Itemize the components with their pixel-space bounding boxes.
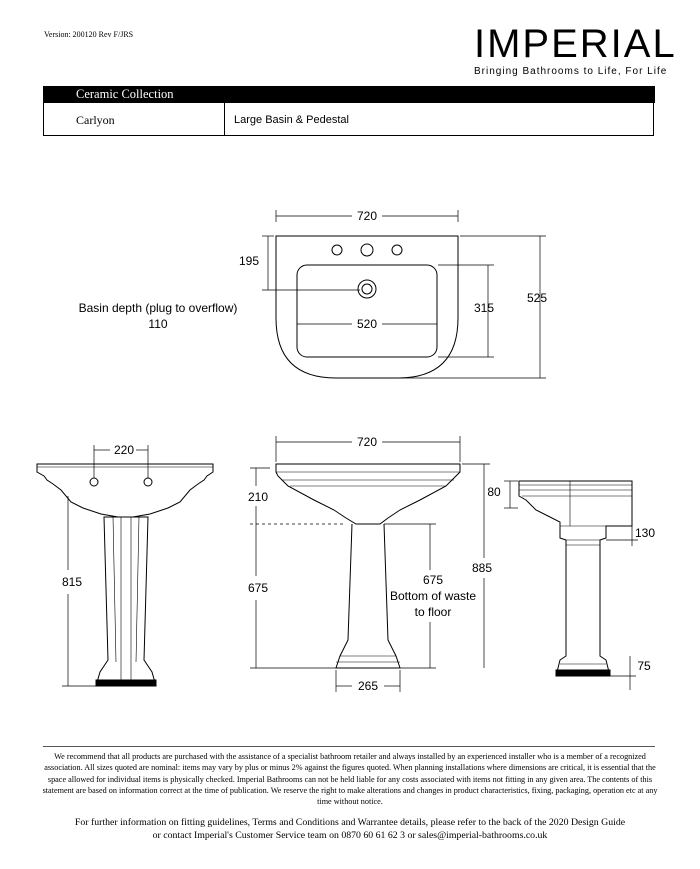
tap-hole-right [392,245,402,255]
basin-depth-label: Basin depth (plug to overflow) [78,301,238,315]
dim-tap-centres: 220 [113,443,135,457]
waste-label-line1: Bottom of waste [389,589,477,603]
left-tap-hole-1 [90,478,98,486]
product-name: Large Basin & Pedestal [234,114,349,126]
plug-outer [358,280,376,298]
dim-width-top: 720 [356,209,378,223]
dim-waste-value: 675 [422,573,444,587]
dim-waste-height: 675 [247,581,269,595]
further-info-line1: For further information on fitting guidelines, Terms and Conditions and Warrantee details, please refer to the back of the 2020 Design Guide [74,817,626,828]
brand-logo: IMPERIAL [474,22,677,66]
waste-label-line2: to floor [414,605,452,619]
dim-bowl-depth: 315 [473,301,495,315]
dim-pedestal-base: 265 [357,679,379,693]
basin-depth-value: 110 [148,317,168,331]
tap-hole-centre [361,244,373,256]
model-name: Carlyon [76,113,115,127]
bowl-outline [297,265,437,357]
dim-plinth: 75 [637,659,651,673]
collection-title: Ceramic Collection [76,87,174,101]
plan-view [262,210,546,378]
right-basin-pedestal [519,481,632,676]
footer-divider [43,746,655,747]
brand-tagline: Bringing Bathrooms to Life, For Life [474,66,668,77]
left-pedestal [96,517,156,686]
left-basin [37,464,213,517]
dim-overall-height: 885 [471,561,493,575]
left-tap-hole-2 [144,478,152,486]
front-basin [276,464,460,524]
dim-tap-depth: 195 [238,254,260,268]
plug-inner [362,284,372,294]
further-info-line2: or contact Imperial's Customer Service team on 0870 60 61 62 3 or sales@imperial-bathrooms.co.uk [152,829,548,841]
dim-front-width: 720 [356,435,378,449]
dim-bowl-width: 520 [356,317,378,331]
left-elevation [37,445,213,686]
front-elevation [247,436,493,692]
dim-rim-thickness: 80 [487,485,501,499]
disclaimer-text: We recommend that all products are purchased with the assistance of a specialist bathroom retailer and always installed by an experienced installer who is a member of a recognized association. All sizes quoted are nominal: items may vary by plus or minus 2% against the figures quoted. When planning installations where dimensions are critical, it is essential that the space allowed for individual items is physically checked. Imperial Bathrooms can not be held liable for any costs associated with items not fitting in any given area. The contents of this statement are based on information correct at the time of publication. We reserve the right to make alterations and changes in product characteristics, fixing, packaging, operation etc at any time without notice. [42,752,658,807]
dim-rim-height: 210 [247,490,269,504]
right-elevation [504,481,638,690]
tap-hole-left [332,245,342,255]
dim-projection: 130 [634,526,656,540]
dim-left-height: 815 [61,575,83,589]
dim-overall-depth: 525 [526,291,548,305]
further-info [40,817,660,842]
version-label: Version: 200120 Rev F/JRS [44,30,134,39]
